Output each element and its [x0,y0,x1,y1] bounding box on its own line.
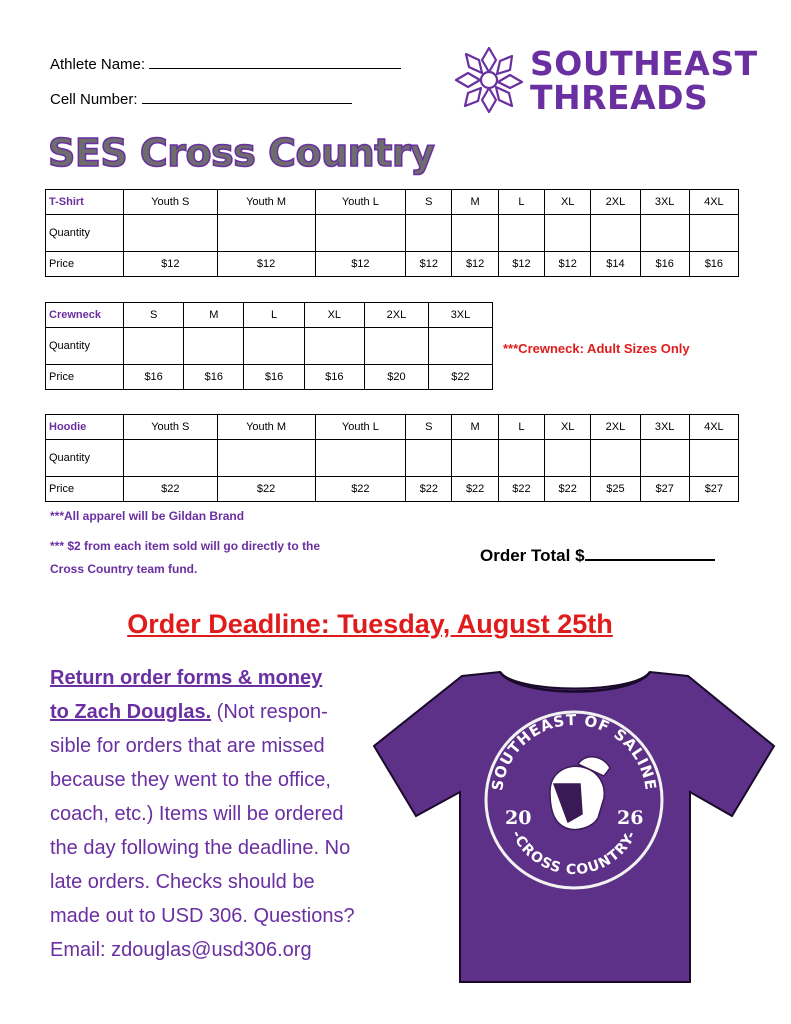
size-cell: XL [304,303,364,328]
quantity-input-cell[interactable] [217,215,315,252]
price-cell: $12 [124,252,218,277]
fund-note-line-1: *** $2 from each item sold will go directly to the [50,539,321,553]
tshirt-price-row [46,252,739,277]
shirt-arc-top: SOUTHEAST OF SALINE [488,710,660,792]
crewneck-header-row [46,303,493,328]
crewneck-note: ***Crewneck: Adult Sizes Only [503,341,690,356]
quantity-input-cell[interactable] [217,440,315,477]
size-cell: XL [545,190,591,215]
quantity-input-cell[interactable] [498,440,544,477]
quantity-label: Quantity [46,215,124,252]
size-cell: L [244,303,304,328]
size-cell: M [452,190,498,215]
quantity-input-cell[interactable] [591,215,640,252]
hoodie-price-row [46,477,739,502]
price-cell: $22 [452,477,498,502]
order-total-field [480,545,715,566]
quantity-input-cell[interactable] [689,215,738,252]
price-cell: $14 [591,252,640,277]
cell-number-label: Cell Number: [50,91,138,108]
size-cell: 2XL [591,415,640,440]
order-total-blank[interactable] [585,545,715,561]
crewneck-quantity-row [46,328,493,365]
tshirt-mockup-image [372,664,776,988]
price-cell: $22 [217,477,315,502]
page-title: SES Cross Country [48,131,435,175]
quantity-label: Quantity [46,440,124,477]
crewneck-table [45,302,493,390]
quantity-input-cell[interactable] [406,215,452,252]
size-cell: M [184,303,244,328]
quantity-input-cell[interactable] [124,328,184,365]
quantity-input-cell[interactable] [498,215,544,252]
fund-note-line-2: Cross Country team fund. [50,562,198,576]
crewneck-label: Crewneck [46,303,124,328]
quantity-input-cell[interactable] [545,215,591,252]
price-cell: $22 [428,365,492,390]
price-cell: $12 [406,252,452,277]
size-cell: 4XL [689,190,738,215]
tshirt-label: T-Shirt [46,190,124,215]
quantity-input-cell[interactable] [124,440,218,477]
quantity-input-cell[interactable] [591,440,640,477]
athlete-name-label: Athlete Name: [50,56,146,73]
price-label: Price [46,477,124,502]
price-cell: $27 [640,477,689,502]
size-cell: L [498,415,544,440]
quantity-input-cell[interactable] [244,328,304,365]
quantity-input-cell[interactable] [545,440,591,477]
price-cell: $16 [184,365,244,390]
athlete-name-field [50,54,401,73]
price-cell: $16 [640,252,689,277]
quantity-input-cell[interactable] [124,215,218,252]
price-cell: $22 [315,477,406,502]
order-deadline: Order Deadline: Tuesday, August 25th [127,609,613,639]
instructions-emphasis-2: to Zach Douglas. [50,701,212,723]
price-cell: $12 [452,252,498,277]
quantity-input-cell[interactable] [452,215,498,252]
price-cell: $22 [406,477,452,502]
size-cell: Youth S [124,190,218,215]
size-cell: 4XL [689,415,738,440]
quantity-input-cell[interactable] [406,440,452,477]
hoodie-quantity-row [46,440,739,477]
quantity-input-cell[interactable] [640,440,689,477]
instructions-body: (Not respon-sible for orders that are missed because they went to the office, coach, etc.) Items will be ordered the day following the deadline. No late orders. Checks should be made out to USD 306. Questions? Email: zdouglas@usd306.org [50,701,355,961]
pom-pom-logo-icon [452,44,526,116]
crewneck-price-row [46,365,493,390]
price-cell: $12 [315,252,406,277]
price-cell: $16 [304,365,364,390]
hoodie-table [45,414,739,502]
gildan-note: ***All apparel will be Gildan Brand [50,509,245,523]
hoodie-header-row [46,415,739,440]
tshirt-quantity-row [46,215,739,252]
tshirt-header-row [46,190,739,215]
size-cell: XL [545,415,591,440]
price-cell: $22 [124,477,218,502]
size-cell: Youth L [315,190,406,215]
quantity-input-cell[interactable] [184,328,244,365]
size-cell: S [124,303,184,328]
price-cell: $22 [545,477,591,502]
instructions-emphasis-1: Return order forms & money [50,667,323,689]
tshirt-table [45,189,739,277]
quantity-input-cell[interactable] [428,328,492,365]
instructions-paragraph [50,661,360,967]
cell-number-field [50,89,352,108]
size-cell: 2XL [364,303,428,328]
size-cell: 3XL [428,303,492,328]
quantity-input-cell[interactable] [304,328,364,365]
price-cell: $25 [591,477,640,502]
quantity-input-cell[interactable] [315,215,406,252]
shirt-year-right: 26 [617,807,644,829]
price-cell: $12 [498,252,544,277]
price-cell: $16 [244,365,304,390]
quantity-label: Quantity [46,328,124,365]
brand-line-2: THREADS [530,78,709,117]
shirt-arc-bottom: -CROSS COUNTRY- [508,828,640,879]
price-label: Price [46,252,124,277]
size-cell: 2XL [591,190,640,215]
price-cell: $12 [217,252,315,277]
size-cell: Youth S [124,415,218,440]
price-cell: $16 [689,252,738,277]
cell-number-blank [142,89,352,104]
price-cell: $22 [498,477,544,502]
size-cell: L [498,190,544,215]
price-label: Price [46,365,124,390]
size-cell: 3XL [640,415,689,440]
shirt-year-left: 20 [505,807,532,829]
price-cell: $27 [689,477,738,502]
quantity-input-cell[interactable] [452,440,498,477]
price-cell: $12 [545,252,591,277]
size-cell: Youth M [217,415,315,440]
hoodie-label: Hoodie [46,415,124,440]
size-cell: Youth L [315,415,406,440]
quantity-input-cell[interactable] [689,440,738,477]
athlete-name-blank [149,54,401,69]
size-cell: Youth M [217,190,315,215]
quantity-input-cell[interactable] [364,328,428,365]
price-cell: $20 [364,365,428,390]
quantity-input-cell[interactable] [640,215,689,252]
price-cell: $16 [124,365,184,390]
order-total-label: Order Total $ [480,546,585,565]
size-cell: M [452,415,498,440]
quantity-input-cell[interactable] [315,440,406,477]
size-cell: S [406,415,452,440]
brand-line-1: SOUTHEAST [530,44,758,83]
size-cell: S [406,190,452,215]
size-cell: 3XL [640,190,689,215]
